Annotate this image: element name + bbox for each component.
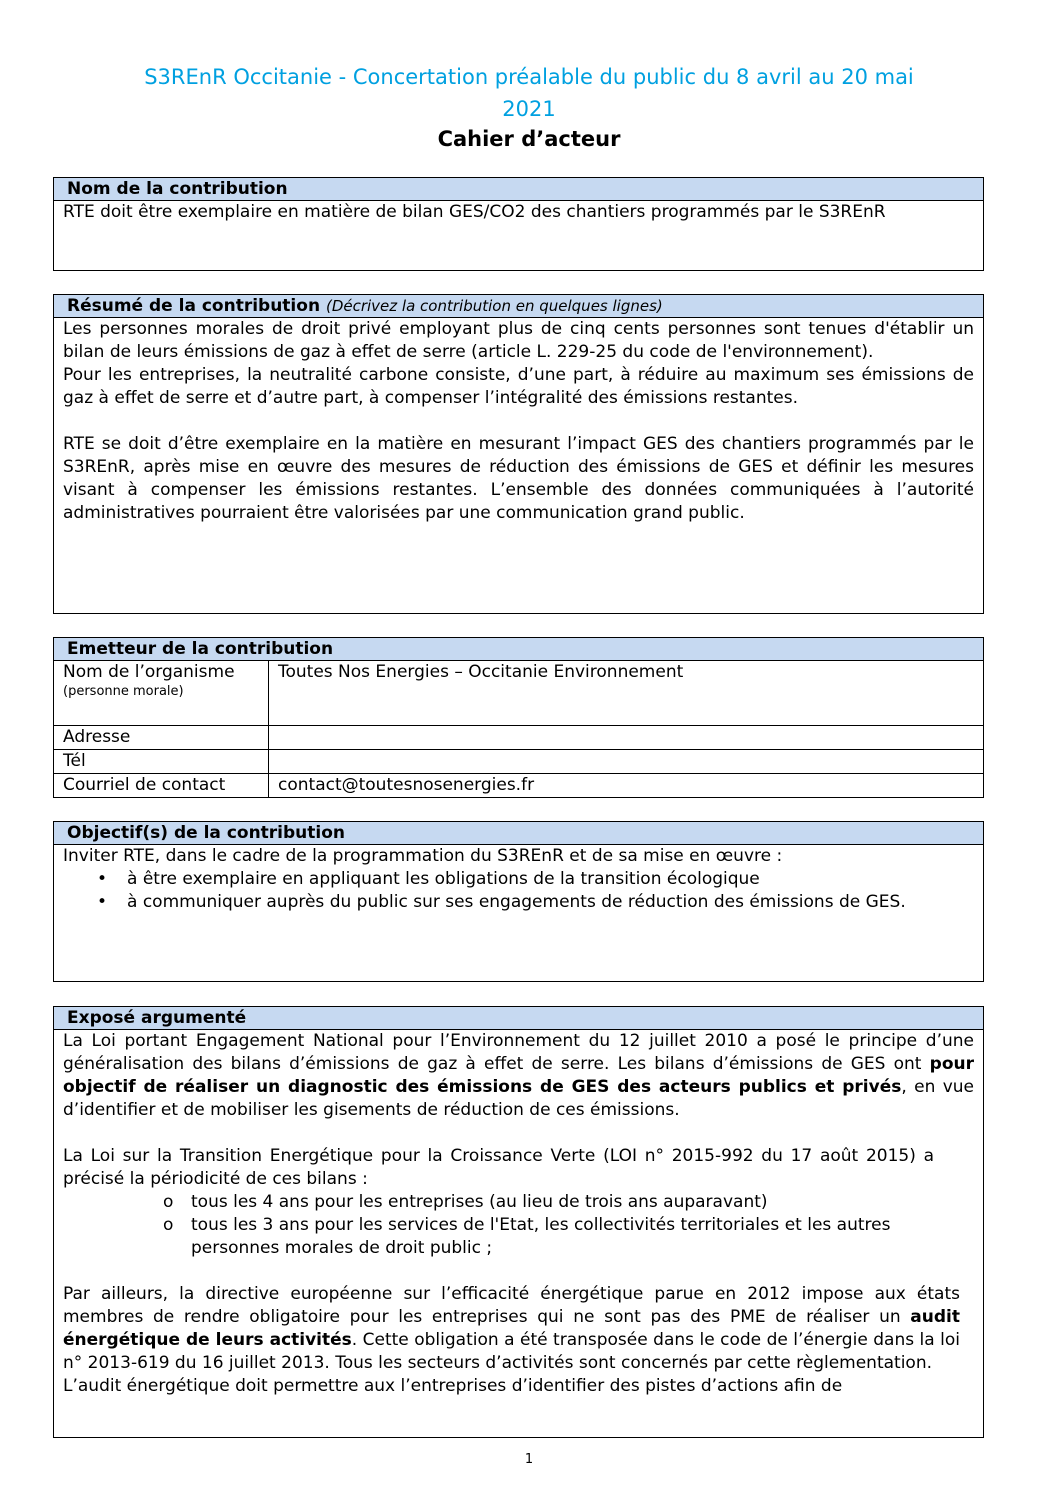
org-label: Nom de l’organisme bbox=[63, 662, 235, 682]
org-value: Toutes Nos Energies – Occitanie Environnement bbox=[269, 661, 984, 725]
tel-value bbox=[269, 749, 984, 773]
list-item: • à communiquer auprès du public sur ses engagements de réduction des émissions de GES. bbox=[97, 892, 906, 912]
resume-paragraph-2: Pour les entreprises, la neutralité carbone consiste, d’une part, à réduire au maximum ses émissions de gaz à effet de serre et d’autre part, à compenser l’intégralité des émissions restantes. bbox=[63, 365, 974, 408]
nom-contribution-box bbox=[53, 177, 984, 271]
expose-box bbox=[53, 1006, 984, 1438]
org-sublabel: (personne morale) bbox=[63, 684, 184, 699]
nom-contribution-text: RTE doit être exemplaire en matière de bilan GES/CO2 des chantiers programmés par le S3REnR bbox=[63, 202, 886, 222]
emetteur-header: Emetteur de la contribution bbox=[54, 638, 983, 661]
courriel-label: Courriel de contact bbox=[54, 773, 269, 797]
resume-header-note: (Décrivez la contribution en quelques lignes) bbox=[325, 297, 663, 315]
resume-box bbox=[53, 294, 984, 614]
list-item: o tous les 4 ans pour les entreprises (au lieu de trois ans auparavant) bbox=[163, 1192, 768, 1212]
org-label-cell bbox=[54, 661, 269, 725]
resume-header-label: Résumé de la contribution bbox=[67, 296, 321, 316]
document-subtitle: Cahier d’acteur bbox=[437, 127, 621, 151]
resume-header bbox=[54, 295, 983, 318]
emetteur-box bbox=[53, 637, 984, 798]
courriel-value: contact@toutesnosenergies.fr bbox=[269, 773, 984, 797]
nom-contribution-header: Nom de la contribution bbox=[54, 178, 983, 201]
expose-paragraph-3: Par ailleurs, la directive européenne sur l’efficacité énergétique parue en 2012 impose aux états membres de rendre obligatoire pour les entreprises qui ne sont pas des PME de réaliser un audit énergétique de leurs activités. Cette obligation a été transposée dans le code de l’énergie dans la loi n° 2013-619 du 16 juillet 2013. Tous les secteurs d’activités sont concernés par cette règlementation. bbox=[63, 1284, 960, 1373]
expose-paragraph-2: La Loi sur la Transition Energétique pour la Croissance Verte (LOI n° 2015-992 du 17 août 2015) a précisé la périodicité de ces bilans : bbox=[63, 1146, 934, 1189]
page-number: 1 bbox=[524, 1452, 534, 1467]
list-item: • à être exemplaire en appliquant les obligations de la transition écologique bbox=[97, 869, 760, 889]
tel-label: Tél bbox=[54, 749, 269, 773]
bullet-icon: • bbox=[97, 869, 108, 889]
objectifs-header: Objectif(s) de la contribution bbox=[54, 822, 983, 845]
adresse-label: Adresse bbox=[54, 725, 269, 749]
objectifs-box bbox=[53, 821, 984, 982]
circle-bullet-icon: o bbox=[163, 1215, 174, 1235]
objectifs-list bbox=[63, 868, 974, 914]
circle-bullet-icon: o bbox=[163, 1192, 174, 1212]
expose-paragraph-4: L’audit énergétique doit permettre aux l’entreprises d’identifier des pistes d’actions afin de bbox=[63, 1376, 843, 1396]
expose-emphasis-2: audit énergétique de leurs activités bbox=[63, 1307, 960, 1350]
table-row bbox=[54, 725, 983, 749]
objectifs-intro: Inviter RTE, dans le cadre de la programmation du S3REnR et de sa mise en œuvre : bbox=[63, 846, 783, 866]
resume-paragraph-3: RTE se doit d’être exemplaire en la matière en mesurant l’impact GES des chantiers programmés par le S3REnR, après mise en œuvre des mesures de réduction des émissions de GES et définir les mesures visant à compenser les émissions restantes. L’ensemble des données communiquées à l’autorité administratives pourraient être valorisées par une communication grand public. bbox=[63, 434, 974, 523]
expose-sublist bbox=[63, 1191, 974, 1260]
resume-paragraph-1: Les personnes morales de droit privé employant plus de cinq cents personnes sont tenues d'établir un bilan de leurs émissions de gaz à effet de serre (article L. 229-25 du code de l'environnement). bbox=[63, 319, 974, 362]
bullet-icon: • bbox=[97, 892, 108, 912]
document-title-line2: 2021 bbox=[502, 97, 556, 121]
table-row bbox=[54, 661, 983, 725]
emetteur-table bbox=[54, 661, 983, 797]
table-row bbox=[54, 773, 983, 797]
expose-header: Exposé argumenté bbox=[54, 1007, 983, 1030]
table-row bbox=[54, 749, 983, 773]
expose-paragraph-1: La Loi portant Engagement National pour l’Environnement du 12 juillet 2010 a posé le principe d’une généralisation des bilans d’émissions de gaz à effet de serre. Les bilans d’émissions de GES ont pour objectif de réaliser un diagnostic des émissions de GES des acteurs publics et privés, en vue d’identifier et de mobiliser les gisements de réduction de ces émissions. bbox=[63, 1031, 974, 1120]
list-item: o tous les 3 ans pour les services de l'Etat, les collectivités territoriales et les autres personnes morales de droit public ; bbox=[163, 1215, 891, 1258]
document-title-line1: S3REnR Occitanie - Concertation préalable du public du 8 avril au 20 mai bbox=[144, 65, 914, 89]
expose-emphasis-1: pour objectif de réaliser un diagnostic des émissions de GES des acteurs publics et privés bbox=[63, 1054, 974, 1097]
adresse-value bbox=[269, 725, 984, 749]
